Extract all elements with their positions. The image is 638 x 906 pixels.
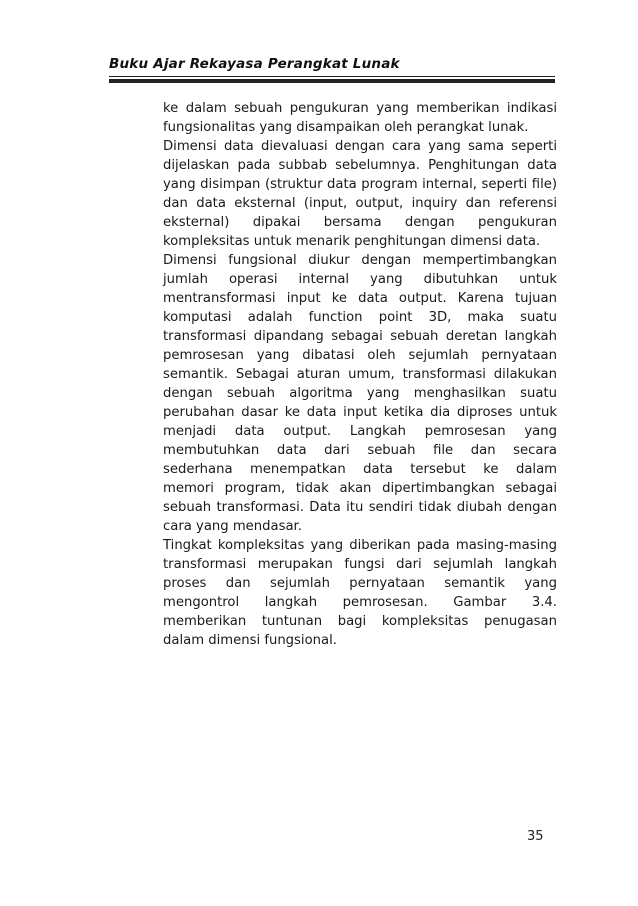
page-number: 35 xyxy=(527,829,544,844)
text-line: transformasi merupakan fungsi dari sejumlah langkah xyxy=(163,557,557,572)
text-line: dan data eksternal (input, output, inquiry dan referensi xyxy=(163,196,557,211)
text-line: jumlah operasi internal yang dibutuhkan untuk xyxy=(163,272,557,287)
text-line: memberikan tuntunan bagi kompleksitas penugasan xyxy=(163,614,557,629)
text-line: komputasi adalah function point 3D, maka suatu xyxy=(163,310,557,325)
text-line: yang disimpan (struktur data program internal, seperti file) xyxy=(163,177,557,192)
text-line: transformasi dipandang sebagai sebuah deretan langkah xyxy=(163,329,557,344)
body-text xyxy=(163,99,557,650)
text-line: dalam dimensi fungsional. xyxy=(163,633,337,648)
text-line: dijelaskan pada subbab sebelumnya. Penghitungan data xyxy=(163,158,557,173)
text-line: kompleksitas untuk menarik penghitungan dimensi data. xyxy=(163,234,541,249)
text-line: menjadi data output. Langkah pemrosesan yang xyxy=(163,424,557,439)
header-rule-thick xyxy=(109,79,555,83)
text-line: Tingkat kompleksitas yang diberikan pada masing-masing xyxy=(163,538,557,553)
text-line: semantik. Sebagai aturan umum, transformasi dilakukan xyxy=(163,367,557,382)
header-rule-thin xyxy=(109,76,555,77)
text-line: mengontrol langkah pemrosesan. Gambar 3.4. xyxy=(163,595,557,610)
text-line: mentransformasi input ke data output. Karena tujuan xyxy=(163,291,557,306)
text-line: eksternal) dipakai bersama dengan pengukuran xyxy=(163,215,557,230)
text-line: pemrosesan yang dibatasi oleh sejumlah pernyataan xyxy=(163,348,557,363)
text-line: proses dan sejumlah pernyataan semantik yang xyxy=(163,576,557,591)
text-line: perubahan dasar ke data input ketika dia diproses untuk xyxy=(163,405,557,420)
text-line: Dimensi fungsional diukur dengan mempertimbangkan xyxy=(163,253,557,268)
text-line: ke dalam sebuah pengukuran yang memberikan indikasi xyxy=(163,101,557,116)
text-line: cara yang mendasar. xyxy=(163,519,302,534)
text-line: memori program, tidak akan dipertimbangkan sebagai xyxy=(163,481,557,496)
text-line: dengan sebuah algoritma yang menghasilkan suatu xyxy=(163,386,557,401)
text-line: membutuhkan data dari sebuah file dan secara xyxy=(163,443,557,458)
text-line: fungsionalitas yang disampaikan oleh perangkat lunak. xyxy=(163,120,529,135)
running-header-title: Buku Ajar Rekayasa Perangkat Lunak xyxy=(109,56,400,72)
text-line: sebuah transformasi. Data itu sendiri tidak diubah dengan xyxy=(163,500,557,515)
text-line: Dimensi data dievaluasi dengan cara yang sama seperti xyxy=(163,139,557,154)
text-line: sederhana menempatkan data tersebut ke dalam xyxy=(163,462,557,477)
